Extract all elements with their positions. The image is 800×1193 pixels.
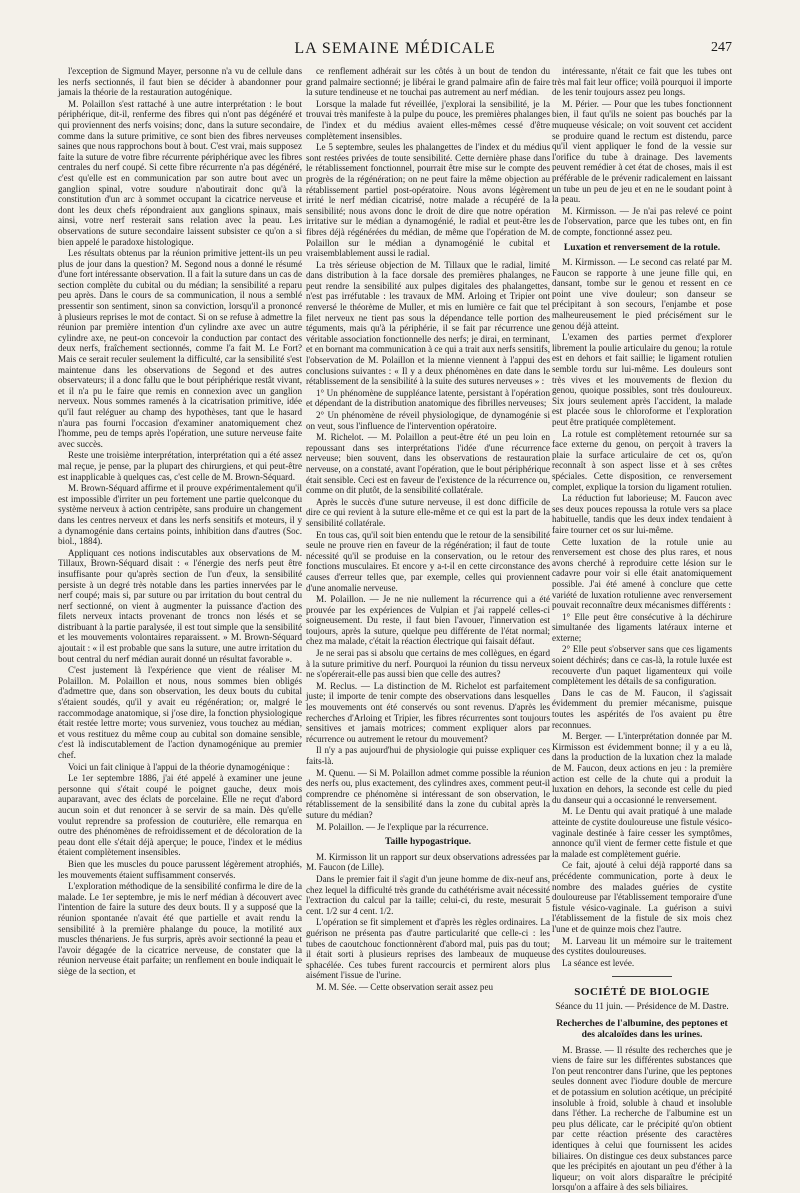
paragraph: ce renflement adhérait sur les côtés à un bout de tendon du grand palmaire sectionné; je libérai le grand palmaire afin de faire la suture tendineuse et ne touchai pas autrement au nerf médian.	[306, 66, 550, 98]
paragraph: Lorsque la malade fut réveillée, j'explorai la sensibilité, je la trouvai très manifeste à la pulpe du pouce, les premières phalanges de l'index et du médius avaient elles-mêmes cessé d'être complètement insensibles.	[306, 98, 550, 141]
paragraph: La rotule est complètement retournée sur sa face externe du genou, on perçoit à travers la plaie la surface articulaire de cet os, qu'on reconnaît à son aspect lisse et à ses crêtes spéciales. Cette disposition, ce renversement complet, explique la torsion du ligament rotulien.	[552, 428, 732, 492]
paragraph: La très sérieuse objection de M. Tillaux que le radial, limité dans distribution à la face dorsale des premières phalanges, ne peut rendre la sensibilité aux pulpes digitales des phalangettes, n'est pas irréfutable : les travaux de MM. Arloing et Tripier ont renversé le théorème de Muller, et mis en lumière ce fait que tel filet nerveux ne tient pas sous la dépendance telle portion des téguments, mais qu'à la périphérie, il se fait par récurrence une véritable association fonctionnelle des nerfs; je dirai, en terminant, et en bornant ma communication à ce qui a trait aux nerfs sensitifs, l'observation de M. Polaillon et la mienne viennent à l'appui des conclusions suivantes : « Il y a deux phénomènes en date dans le rétablissement de la sensibilité à la suite des sutures nerveuses » :	[306, 259, 550, 387]
paragraph: Le 1er septembre 1886, j'ai été appelé à examiner une jeune personne qui s'était coupé le poignet gauche, deux mois auparavant, avec des éclats de porcelaine. Elle ne reçut d'abord aucun soin et dut renoncer à se servir de sa main. Dès qu'elle voulut reprendre sa profession de couturière, elle remarqua en outre des phénomènes de refroidissement et de décoloration de la peau dont elle s'était déjà aperçue; le pouce, l'index et le médius étaient complètement insensibles.	[58, 773, 302, 858]
paragraph: M. M. Sée. — Cette observation serait assez peu	[316, 981, 494, 992]
paragraph: M. Larveau lit un mémoire sur le traitement des cystites douloureuses.	[552, 935, 732, 957]
paragraph: M. Brown-Séquard affirme et il prouve expérimentalement qu'il est impossible d'irriter un peu fortement une partie quelconque du système nerveux à action centripète, sans produire un changement dans les centres nerveux et dans les nerfs sensitifs et moteurs, il y a dynamogénie dans certains points, inhibition dans d'autres (Soc. biol., 1884).	[58, 483, 302, 547]
paragraph: l'exception de Sigmund Mayer, personne n'a vu de cellule dans les nerfs sectionnés, il faut bien se décider à abandonner pour jamais la théorie de la restauration autogénique.	[58, 66, 302, 98]
paragraph: Bien que les muscles du pouce parussent légèrement atrophiés, les mouvements étaient suffisamment conservés.	[58, 858, 302, 880]
paragraph: M. Polaillon. — Je ne nie nullement la récurrence qui a été prouvée par les expériences de Vulpian et j'ai rappelé celles-ci soigneusement. Du reste, il faut bien l'avouer, l'innervation est toujours, après la suture, quelque peu différente de l'état normal; chez ma malade, c'était la réaction électrique qui faisait défaut.	[306, 594, 550, 647]
paragraph: 2° Un phénomène de réveil physiologique, de dynamogénie si on veut, sous l'influence de l'intervention opératoire.	[306, 410, 550, 431]
paragraph: Dans le premier fait il s'agit d'un jeune homme de dix-neuf ans, chez lequel la difficulté très grande du cathétérisme avait nécessité l'extraction du calcul par la taille; celui-ci, du reste, mesurait 5 cent. 1/2 sur 4 cent. 1/2.	[306, 873, 550, 916]
paragraph: Ce fait, ajouté à celui déjà rapporté dans sa précédente communication, porte à deux le nombre des malades guéries de cystite douloureuse par l'établissement temporaire d'une fistule vésico-vaginale. La guérison a suivi l'établissement de la fistule de six mois chez l'une et de quinze mois chez l'autre.	[552, 860, 732, 934]
paragraph: Reste une troisième interprétation, interprétation qui a été assez mal reçue, je pense, par la plupart des chirurgiens, et qui peut-être est inapplicable à quelques cas, c'est celle de M. Brown-Séquard.	[58, 450, 302, 482]
paragraph: C'est justement là l'expérience que vient de réaliser M. Polaillon. M. Polaillon et nous, nous sommes bien obligés d'admettre que, dans son observation, les deux bouts du cubital s'étaient soudés, qu'il y avait eu régénération; or, malgré le raccommodage anatomique, si j'ose dire, la fonction physiologique était restée lettre morte; vous surveniez, vous touchez au médian, et vous restituez du même coup au cubital son domaine sensible, c'est là indiscutablement de l'action dynamogénique au premier chef.	[58, 665, 302, 760]
column-1	[58, 66, 302, 1106]
paragraph: M. Kirmisson. — Le second cas relaté par M. Faucon se rapporte à une jeune fille qui, en dansant, tombe sur le genou et ressent en ce point une vive douleur; son danseur se précipitant à son secours, l'enjambe et pose malheureusement le pied précisément sur le genou déjà atteint.	[552, 257, 732, 331]
paragraph: Le 5 septembre, seules les phalangettes de l'index et du médius sont restées privées de toute sensibilité. Cette dernière phase dans le rétablissement fonctionnel, pourrait être mise sur le compte des progrès de la régénération; on ne peut faire la même objection au rétablissement partiel post-opératoire. Nous avons légèrement irrité le nerf médian cicatrisé, notre malade a récupéré de la sensibilité; nous avons donc le droit de dire que notre opération irritative sur le médian a dynamogénié, le radial et peut-être les fibres déjà régénérées du médian, de même que l'opération de M. Polaillon sur le médian a dynamogénié le cubital et vraisemblablement aussi le radial.	[306, 142, 550, 259]
section-heading: Luxation et renversement de la rotule.	[563, 241, 721, 253]
paragraph: Les résultats obtenus par la réunion primitive jettent-ils un peu plus de jour dans la question? M. Segond nous a donné le résumé d'une fort intéressante observation. Il a fait la suture dans un cas de section complète du cubital ou du médian; la sensibilité a reparu peu après. Dans le cours de sa communication, il nous a semblé pressentir son sentiment, sinon sa conviction, lorsqu'il a prononcé à plusieurs reprises le mot de contact. Si on se refuse à admettre la réunion par première intention d'un cylindre axe avec un autre cylindre axe, ne peut-on concevoir la conduction par contact des deux nerfs, fraîchement sectionnés, comme l'a fait M. Le Fort? Mais ce serait reculer seulement la difficulté, car la sensibilité s'est maintenue dans les observations de Segond et des autres observateurs; il a donc fallu que le bout périphérique restât vivant, et il n'a pu le faire que remis en connexion avec un ganglion nerveux. Nous sommes ramenés à la cicatrisation primitive, idée qu'il faut reléguer au champ des hypothèses, tant que le hasard n'aura pas fourni l'occasion d'examiner anatomiquement chez l'homme, peu de temps après l'opération, une suture nerveuse faite avec succès.	[58, 248, 302, 449]
society-heading: SOCIÉTÉ DE BIOLOGIE	[574, 986, 710, 999]
paragraph: M. Le Dentu qui avait pratiqué à une malade atteinte de cystite douloureuse une fistule vésico-vaginale destinée à faire cesser les symptômes, annonce qu'il vient de fermer cette fistule et que la malade est complètement guérie.	[552, 806, 732, 859]
paragraph: 2° Elle peut s'observer sans que ces ligaments soient déchirés; dans ce cas-là, la rotule luxée est recouverte d'un paquet ligamenteux qui voile complètement les détails de sa configuration.	[552, 644, 732, 687]
session-line: Séance du 11 juin. — Présidence de M. Dastre.	[555, 1000, 729, 1011]
paragraph: M. Brasse. — Il résulte des recherches que je viens de faire sur les différentes substances que l'on peut rencontrer dans l'urine, que les peptones seules donnent avec l'iodure double de mercure et de potassium en solution acétique, un précipité insoluble à froid, soluble à chaud et insoluble dans l'éther. La recherche de l'albumine est un peu plus délicate, car le précipité qu'on obtient par cette réaction présente des caractères identiques à celui que fournissent les acides biliaires. On distingue ces deux substances parce que les précipités en ajoutant un peu d'éther à la liqueur; on voit alors disparaître le précipité lorsqu'on a affaire à des sels biliaires.	[552, 1044, 732, 1193]
paragraph: M. Polaillon s'est rattaché à une autre interprétation : le bout périphérique, dit-il, renferme des fibres qui n'ont pas dégénéré et qui proviennent des nerfs voisins; donc, dans la suture secondaire, comme dans la suture primitive, ce sont bien des fibres nerveuses saines que nous rapprochons bout à bout. C'est vrai, mais supposez faite la suture de votre fibre récurrente périphérique avec les fibres centrales du nerf coupé. Si cette fibre récurrente n'a pas dégénéré, c'est qu'elle est en communication par son autre bout avec un ganglion spinal, votre soudure n'aboutirait donc qu'à la constitution d'un arc à sommet occupant la cicatrice nerveuse et dont les deux chefs répondraient aux ganglions spinaux, mais ainsi, votre nerf resterait sans relation avec la peau. Les observations de suture secondaire laissent subsister ce qu'on a si bien appelé le paradoxe histologique.	[58, 98, 302, 247]
column-2	[306, 66, 550, 1106]
paragraph: Appliquant ces notions indiscutables aux observations de M. Tillaux, Brown-Séquard disait : « l'énergie des nerfs peut être insuffisante pour qu'après section de l'un d'eux, la sensibilité persiste à un degré très notable dans les parties innervées par le nerf coupé; mais si, par suture ou par irritation du bout central du nerf sectionné, on vient à augmenter la puissance d'action des filets nerveux intacts provenant de troncs non lésés et se distribuant à la partie paralysée, il est tout simple que la sensibilité et les mouvements volontaires reparaissent. » M. Brown-Séquard ajoutait : « il est probable que sans la suture, une autre irritation du bout central du nerf médian aurait donné un résultat favorable ».	[58, 547, 302, 664]
paragraph: M. Richelot. — M. Polaillon a peut-être été un peu loin en repoussant dans ses interprétations l'idée d'une récurrence nerveuse; bien souvent, dans les observations de restauration nerveuse, on a constaté, avant l'opération, que le bout périphérique était sensible. Ceci est en faveur de l'existence de la récurrence ou, comme on dit plutôt, de la sensibilité collatérale.	[306, 432, 550, 496]
paragraph: Après le succès d'une suture nerveuse, il est donc difficile de dire ce qui revient à la suture elle-même et ce qui est la part de la sensibilité collatérale.	[306, 496, 550, 528]
section-heading: Taille hypogastrique.	[384, 836, 471, 848]
paragraph: M. Quenu. — Si M. Polaillon admet comme possible la réunion des nerfs ou, plus exactement, des cylindres axes, comment peut-il comprendre ce phénomène si intéressant de son observation, le rétablissement de la sensibilité dans la zone du cubital après la suture du médian?	[306, 767, 550, 820]
paragraph: En tous cas, qu'il soit bien entendu que le retour de la sensibilité seule ne prouve rien en faveur de la régénération; il faut de toute nécessité qu'il se produise en la conservation, ou le retour des fonctions musculaires. Et encore y a-t-il en cette circonstance des causes d'erreur telles que, par exemple, celles qui proviennent d'une anomalie nerveuse.	[306, 529, 550, 593]
paragraph: Dans le cas de M. Faucon, il s'agissait évidemment du premier mécanisme, puisque toutes les aspérités de l'os avaient pu être reconnues.	[552, 687, 732, 730]
journal-title: LA SEMAINE MÉDICALE	[294, 40, 496, 57]
page-header	[58, 40, 732, 60]
paragraph: L'exploration méthodique de la sensibilité confirma le dire de la malade. Le 1er septembre, je mis le nerf médian à découvert avec l'intention de faire la suture des deux bouts. Il y a supposé que la réunion spontanée n'avait été que partielle et avait rendu la sensibilité à la première phalange du pouce, la motilité aux muscles thénariens. Je fus surpris, après avoir sectionné la peau et l'avoir dégagée de la cicatrice nerveuse, de constater que la réunion nerveuse était parfaite; un renflement en boule indiquait le siège de la section, et	[58, 881, 302, 976]
paragraph: M. Reclus. — La distinction de M. Richelot est parfaitement juste; il importe de tenir compte des observations dans lesquelles les mouvements ont été conservés ou sont revenus. D'après les recherches d'Arloing et Tripier, les fibres récurrentes sont toujours sensitives et jamais motrices; comment expliquer alors par récurrence ou autrement le retour du mouvement?	[306, 680, 550, 744]
paragraph: Cette luxation de la rotule unie au renversement est chose des plus rares, et nous avons cherché à reproduire cette lésion sur le cadavre pour voir si elle était anatomiquement possible. J'ai été amené à conclure que cette variété de luxation rotulienne avec renversement pouvait reconnaître deux mécanismes différents :	[552, 536, 732, 611]
paragraph: L'opération se fit simplement et d'après les règles ordinaires. La guérison ne présenta pas d'autre particularité que celle-ci : les tubes de caoutchouc fonctionnèrent d'abord mal, puis pas du tout; il était sorti à plusieurs reprises des lambeaux de muqueuse sphacélée. Ces tubes furent raccourcis et permirent alors plus aisément l'issue de l'urine.	[306, 917, 550, 981]
divider	[612, 976, 672, 977]
paragraph: Je ne serai pas si absolu que certains de mes collègues, en égard à la suture primitive du nerf. Pourquoi la réunion du tissu nerveux ne s'opérerait-elle pas aussi bien que celle des autres?	[306, 648, 550, 680]
paragraph: M. Berger. — L'interprétation donnée par M. Kirmisson est évidemment bonne; il y a eu là, dans la production de la luxation chez la malade de M. Faucon, deux actions en jeu : la première action est celle de la chute qui a produit la luxation en dehors, la seconde est celle du pied du danseur qui a occasionné le renversement.	[552, 731, 732, 805]
section-heading: Recherches de l'albumine, des peptones et des alcaloïdes dans les urines.	[556, 1018, 728, 1041]
paragraph: 1° Un phénomène de suppléance latente, persistant à l'opération et dépendant de la distribution anatomique des fibrilles nerveuses;	[306, 387, 550, 409]
paragraph: M. Périer. — Pour que les tubes fonctionnent bien, il faut qu'ils ne soient pas bouchés par la muqueuse vésicale; on voit souvent cet accident se produire quand le rectum est distendu, parce qu'il vient appliquer le fond de la vessie sur l'orifice du tube à drainage. Des lavements peuvent remédier à cet état de choses, mais il est préférable de le prévenir radicalement en laissant un tube un peu de jeu et en ne le soudant point à la peau.	[552, 98, 732, 205]
paragraph: L'examen des parties permet d'explorer librement la poulie articulaire du genou; la rotule est en dehors et fait saillie; le ligament rotulien semble tordu sur lui-même. Les douleurs sont très vives et les mouvements de flexion du genou, quoique possibles, sont très douloureux. Six jours seulement après l'accident, la malade est placée sous le chloroforme et l'exploration peut être pratiquée complètement.	[552, 332, 732, 427]
paragraph: M. Polaillon. — Je l'explique par la récurrence.	[316, 821, 489, 832]
paragraph: M. Kirmisson. — Je n'ai pas relevé ce point de l'observation, parce que les tubes ont, en fin de compte, fonctionné assez peu.	[552, 205, 732, 237]
paragraph: 1° Elle peut être consécutive à la déchirure simultanée des ligaments latéraux interne et externe;	[552, 611, 732, 643]
paragraph: Il n'y a pas aujourd'hui de physiologie qui puisse expliquer ces faits-là.	[306, 745, 550, 766]
paragraph: M. Kirmisson lit un rapport sur deux observations adressées par M. Faucon (de Lille).	[306, 851, 550, 873]
column-3	[552, 66, 732, 1193]
page-number: 247	[711, 40, 732, 55]
paragraph: intéressante, n'était ce fait que les tubes ont très mal fait leur office; voilà pourquoi il importe de les tenir toujours assez peu longs.	[552, 66, 732, 98]
paragraph: La réduction fut laborieuse; M. Faucon avec ses deux pouces repoussa la rotule vers sa place habituelle, tandis que les deux index tendaient à faire tourner cet os sur lui-même.	[552, 493, 732, 535]
paragraph: Voici un fait clinique à l'appui de la théorie dynamogénique :	[68, 761, 290, 772]
paragraph: La séance est levée.	[562, 957, 635, 968]
